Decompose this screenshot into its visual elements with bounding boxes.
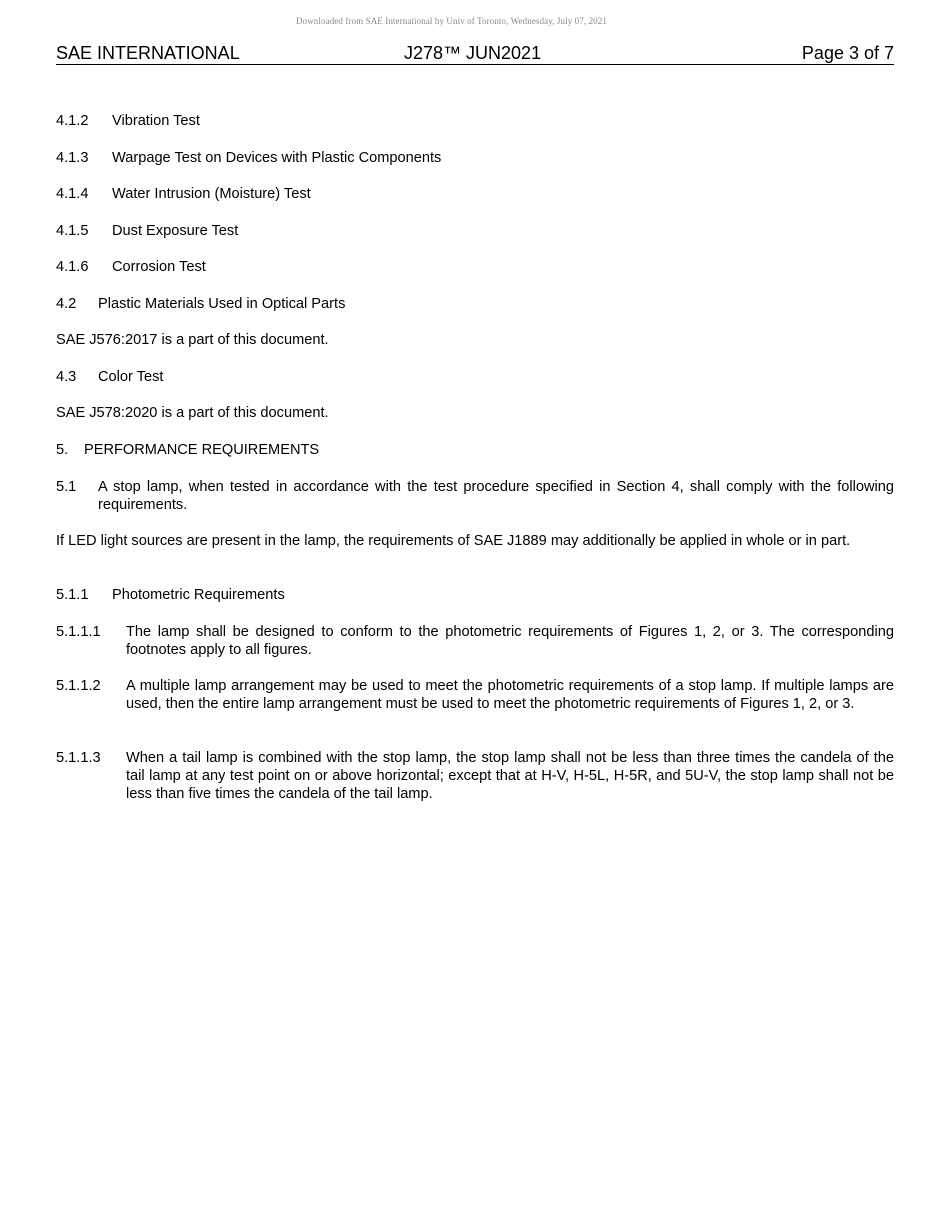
section-number: 4.1.2	[56, 113, 89, 129]
header-doc-id: J278™ JUN2021	[404, 43, 542, 63]
section-5-1-1-3	[56, 749, 894, 803]
section-title: Corrosion Test	[112, 259, 206, 275]
section-title: Color Test	[98, 369, 164, 385]
section-text: A stop lamp, when tested in accordance with the test procedure specified in Section 4, shall comply with the following requirements.	[98, 479, 894, 513]
section-text: The lamp shall be designed to conform to the photometric requirements of Figures 1, 2, or 3. The corresponding footnotes apply to all figures.	[126, 624, 894, 658]
section-title: Plastic Materials Used in Optical Parts	[98, 296, 346, 312]
section-number: 5.1	[56, 479, 77, 495]
section-text: When a tail lamp is combined with the stop lamp, the stop lamp shall not be less than three times the candela of the tail lamp at any test point on or above horizontal; except that at H-V, H-5L, H-5R, and 5U-V, the stop lamp shall not be less than five times the candela of the tail lamp.	[126, 750, 894, 802]
section-5-1	[56, 478, 894, 514]
paragraph-4-3: SAE J578:2020 is a part of this document.	[56, 405, 329, 421]
section-number: 4.1.3	[56, 150, 89, 166]
section-number: 4.1.4	[56, 186, 89, 202]
section-number: 5.1.1	[56, 587, 89, 603]
header-page-number: Page 3 of 7	[801, 43, 894, 63]
paragraph-5-1: If LED light sources are present in the lamp, the requirements of SAE J1889 may additionally be applied in whole or in part.	[56, 533, 851, 549]
section-title: PERFORMANCE REQUIREMENTS	[84, 442, 320, 458]
section-title: Vibration Test	[112, 113, 200, 129]
section-number: 4.1.5	[56, 223, 89, 239]
section-number: 5.	[56, 442, 69, 458]
section-number: 5.1.1.2	[56, 678, 101, 694]
section-number: 4.3	[56, 369, 77, 385]
page-header	[56, 43, 894, 65]
section-title: Dust Exposure Test	[112, 223, 239, 239]
section-title: Photometric Requirements	[112, 587, 285, 603]
section-number: 5.1.1.3	[56, 750, 101, 766]
section-5-1-1-2	[56, 677, 894, 731]
header-org: SAE INTERNATIONAL	[56, 43, 240, 63]
section-5-1-1-1	[56, 623, 894, 659]
download-watermark: Downloaded from SAE International by Univ of Toronto, Wednesday, July 07, 2021	[296, 16, 607, 26]
section-number: 4.2	[56, 296, 77, 312]
section-title: Water Intrusion (Moisture) Test	[112, 186, 311, 202]
section-title: Warpage Test on Devices with Plastic Components	[112, 150, 442, 166]
section-text: A multiple lamp arrangement may be used to meet the photometric requirements of a stop lamp. If multiple lamps are used, then the entire lamp arrangement must be used to meet the photometric requirements of Figures 1, 2, or 3.	[126, 678, 894, 712]
section-number: 4.1.6	[56, 259, 89, 275]
paragraph-4-2: SAE J576:2017 is a part of this document.	[56, 332, 329, 348]
section-number: 5.1.1.1	[56, 624, 101, 640]
